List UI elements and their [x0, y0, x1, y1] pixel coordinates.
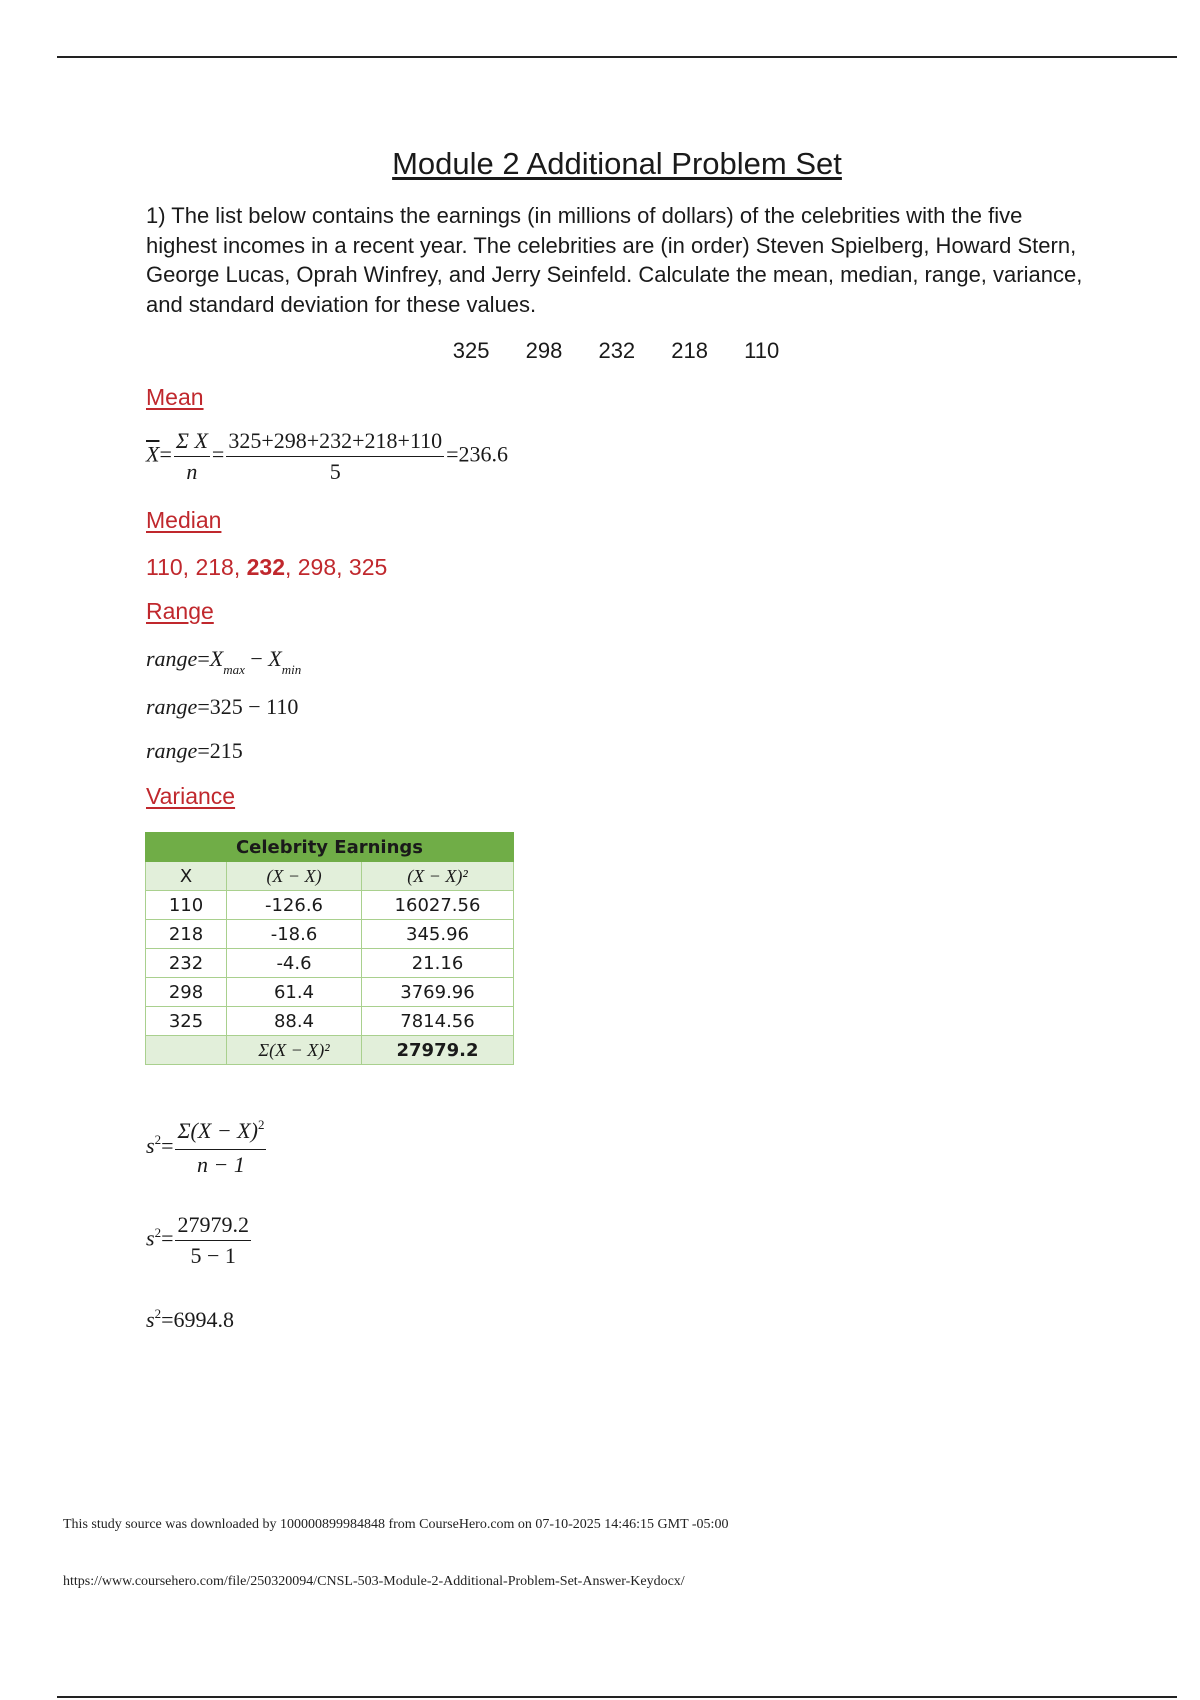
range-result: =215 [197, 738, 243, 763]
cell-deviation: -4.6 [227, 949, 362, 978]
mean-symbol: $\overline{X}$ [146, 441, 160, 467]
median-heading: Median [146, 507, 222, 533]
median-list [146, 554, 387, 581]
variance-sum-value: 27979.2 [175, 1212, 251, 1241]
mean-values-fraction [226, 428, 444, 485]
range-subtraction: =325 − 110 [197, 694, 299, 719]
table-row [146, 1007, 514, 1036]
median-before: 110, 218, [146, 554, 247, 580]
range-word: range [146, 694, 198, 719]
column-header-squared-deviation: (X − X)² [362, 862, 514, 891]
celebrity-earnings-table [145, 832, 514, 1065]
cell-deviation: -126.6 [227, 891, 362, 920]
data-values [146, 338, 1086, 364]
range-word: range [146, 738, 198, 763]
variance-result: $s^2=6994.8$ [146, 1306, 234, 1332]
variance-heading: Variance [146, 783, 236, 809]
range-word: range [146, 646, 198, 671]
table-row [146, 920, 514, 949]
cell-x: 325 [146, 1007, 227, 1036]
mean-heading: Mean [146, 384, 204, 410]
cell-squared: 16027.56 [362, 891, 514, 920]
variance-substitution: $s^2=$ $\frac{27979.2}{5 - 1}$ [146, 1212, 249, 1268]
column-header-deviation: (X − X) [227, 862, 362, 891]
variance-fraction: $\frac{\Sigma(X - X)^2}{n - 1}$ [177, 1117, 265, 1177]
download-note: This study source was downloaded by 100000899984848 from CourseHero.com on 07-10-2025 14:46:15 GMT -05:00 [63, 1517, 729, 1532]
source-url[interactable]: https://www.coursehero.com/file/250320094/CNSL-503-Module-2-Additional-Problem-Set-Answer-Keydocx/ [63, 1574, 685, 1589]
table-row [146, 949, 514, 978]
range-x: X [209, 646, 224, 671]
cell-x: 218 [146, 920, 227, 949]
cell-squared: 21.16 [362, 949, 514, 978]
bottom-rule [57, 1696, 1177, 1698]
range-x: X [268, 646, 282, 671]
mean-denominator: 5 [329, 459, 341, 484]
variance-values-fraction [175, 1212, 251, 1269]
cell-deviation: 61.4 [227, 978, 362, 1007]
total-value: 27979.2 [362, 1036, 514, 1065]
value-item: 298 [525, 338, 563, 363]
problem-statement: 1) The list below contains the earnings (in millions of dollars) of the celebrities with the five highest incomes in a recent year. The celebrities are (in order) Steven Spielberg, Howard Stern, George Lucas, Oprah Winfrey, and Jerry Seinfeld. Calculate the mean, median, range, variance, and standard deviation for these values. [146, 203, 1083, 317]
cell-squared: 7814.56 [362, 1007, 514, 1036]
value-item: 110 [744, 338, 780, 363]
column-header-x: X [146, 862, 227, 891]
cell-empty [146, 1036, 227, 1065]
table-row [146, 978, 514, 1007]
mean-sum-x: Σ X [175, 428, 208, 453]
mean-result: =236.6 [446, 441, 509, 467]
median-after: , 298, 325 [284, 554, 388, 580]
cell-squared: 345.96 [362, 920, 514, 949]
variance-denominator: n − 1 [197, 1152, 245, 1177]
mean-numerator: 325+298+232+218+110 [226, 428, 444, 457]
mean-n: n [186, 459, 198, 484]
range-formula-1: $range=X_{max} - X_{min}$ [146, 646, 302, 677]
variance-result-value: =6994.8 [161, 1307, 234, 1332]
range-formula-3 [146, 738, 243, 764]
mean-formula: $\overline{X}=$ $\frac{\text{Σ X}}{n}$ = $\frac{325+298+232+218+110}{5}$ =236.6 [146, 428, 509, 484]
cell-squared: 3769.96 [362, 978, 514, 1007]
range-formula-2 [146, 694, 298, 720]
cell-deviation: 88.4 [227, 1007, 362, 1036]
total-label: Σ(X − X)² [227, 1036, 362, 1065]
median-middle-value: 232 [246, 554, 285, 580]
variance-n-minus-one: 5 − 1 [190, 1243, 236, 1268]
table-caption: Celebrity Earnings [146, 833, 514, 862]
value-item: 218 [671, 338, 709, 363]
range-max-sub: max [223, 662, 245, 677]
cell-x: 110 [146, 891, 227, 920]
cell-x: 298 [146, 978, 227, 1007]
mean-fraction [174, 428, 210, 485]
total-row [146, 1036, 514, 1065]
page-title: Module 2 Additional Problem Set [392, 146, 842, 181]
top-rule [57, 56, 1177, 58]
value-item: 325 [452, 338, 490, 363]
range-min-sub: min [281, 662, 302, 677]
value-item: 232 [598, 338, 636, 363]
variance-numerator: Σ(X − X) [177, 1118, 258, 1143]
table-row [146, 891, 514, 920]
cell-deviation: -18.6 [227, 920, 362, 949]
variance-formula: $s^2=$ $\frac{\Sigma(X - X)^2}{n - 1}$ [146, 1117, 265, 1177]
range-heading: Range [146, 598, 214, 624]
cell-x: 232 [146, 949, 227, 978]
